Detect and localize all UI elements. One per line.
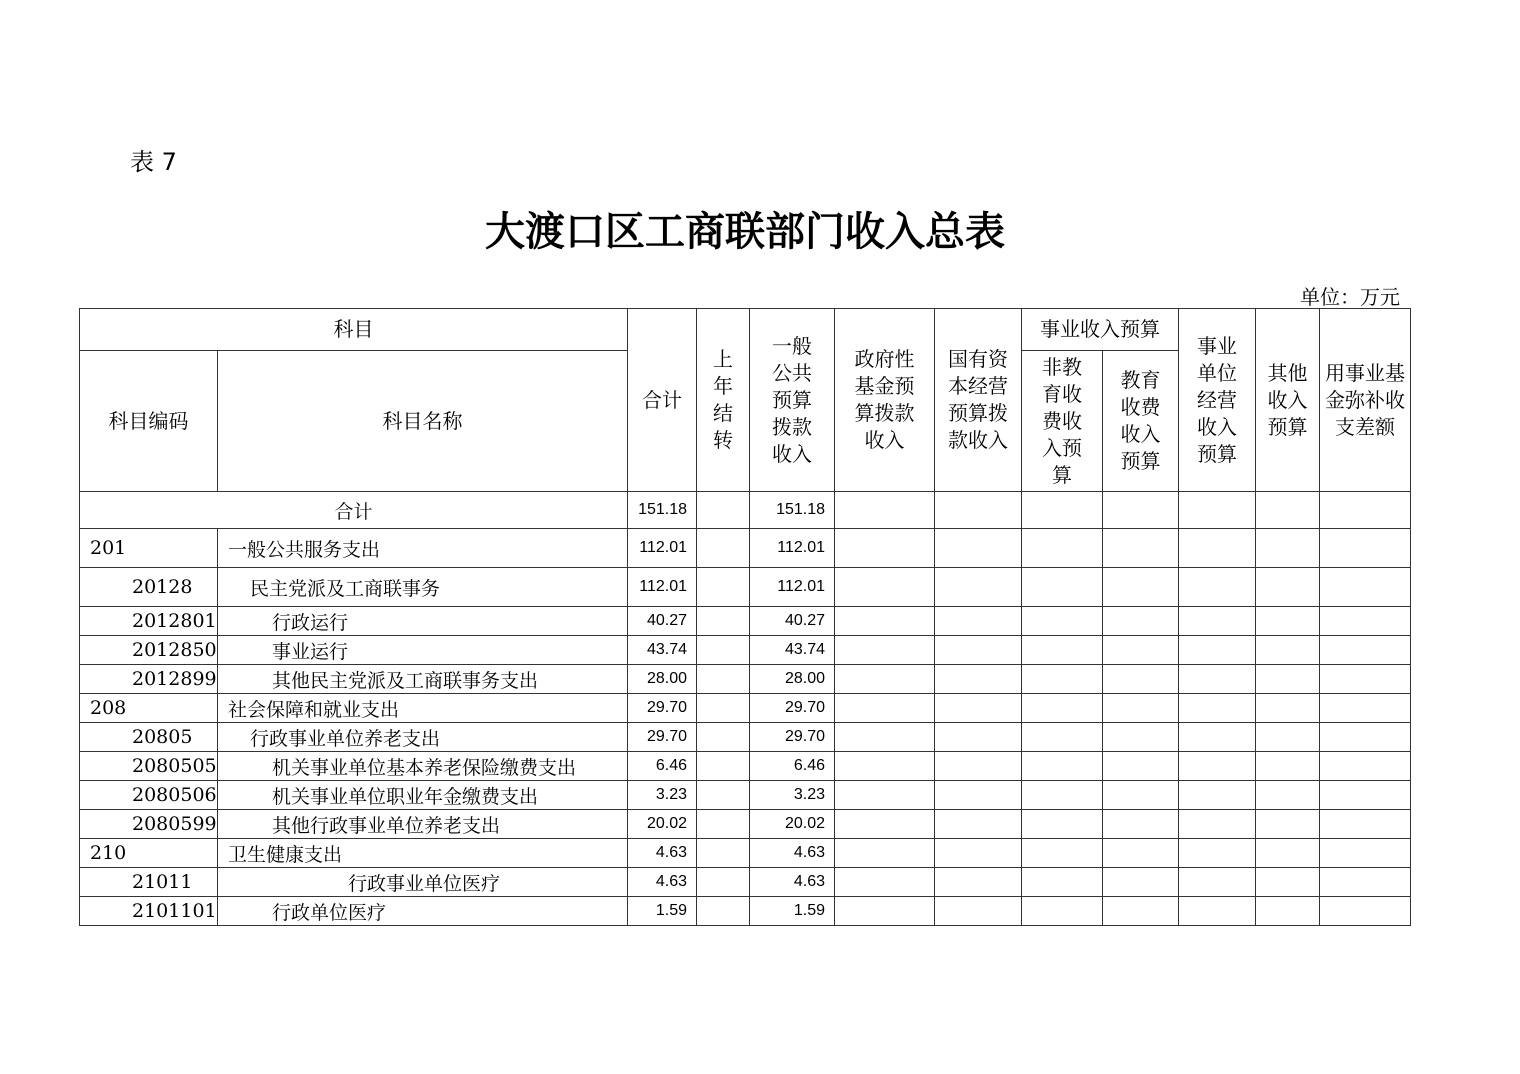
row-total: 6.46 bbox=[628, 752, 697, 781]
row-non-edu bbox=[1022, 897, 1103, 926]
row-name: 其他民主党派及工商联事务支出 bbox=[218, 665, 628, 694]
row-career-unit bbox=[1179, 810, 1256, 839]
row-carryover bbox=[697, 752, 750, 781]
row-career-unit bbox=[1179, 897, 1256, 926]
total-sum: 151.18 bbox=[628, 492, 697, 529]
row-name: 行政事业单位养老支出 bbox=[218, 723, 628, 752]
row-general: 29.70 bbox=[750, 694, 835, 723]
table-row bbox=[80, 752, 1411, 781]
row-total: 112.01 bbox=[628, 568, 697, 607]
row-other bbox=[1256, 636, 1320, 665]
row-gov-fund bbox=[835, 607, 935, 636]
row-total: 20.02 bbox=[628, 810, 697, 839]
table-row bbox=[80, 723, 1411, 752]
row-code: 210 bbox=[80, 839, 218, 868]
row-code: 20805 bbox=[80, 723, 218, 752]
row-carryover bbox=[697, 607, 750, 636]
row-career-unit bbox=[1179, 752, 1256, 781]
header-other: 其他收入预算 bbox=[1256, 309, 1320, 492]
total-row bbox=[80, 492, 1411, 529]
row-gov-fund bbox=[835, 810, 935, 839]
row-name: 民主党派及工商联事务 bbox=[218, 568, 628, 607]
row-general: 40.27 bbox=[750, 607, 835, 636]
row-name: 行政运行 bbox=[218, 607, 628, 636]
row-fund-offset bbox=[1320, 723, 1411, 752]
row-state-capital bbox=[935, 752, 1022, 781]
row-fund-offset bbox=[1320, 665, 1411, 694]
row-carryover bbox=[697, 636, 750, 665]
row-state-capital bbox=[935, 781, 1022, 810]
row-edu bbox=[1103, 694, 1179, 723]
row-gov-fund bbox=[835, 781, 935, 810]
row-edu bbox=[1103, 781, 1179, 810]
row-other bbox=[1256, 781, 1320, 810]
row-edu bbox=[1103, 839, 1179, 868]
row-carryover bbox=[697, 694, 750, 723]
row-other bbox=[1256, 723, 1320, 752]
row-edu bbox=[1103, 810, 1179, 839]
row-edu bbox=[1103, 723, 1179, 752]
row-state-capital bbox=[935, 897, 1022, 926]
table-row bbox=[80, 868, 1411, 897]
row-state-capital bbox=[935, 868, 1022, 897]
row-edu bbox=[1103, 529, 1179, 568]
header-career-group: 事业收入预算 bbox=[1022, 309, 1179, 351]
row-code: 2080599 bbox=[80, 810, 218, 839]
row-state-capital bbox=[935, 665, 1022, 694]
row-general: 112.01 bbox=[750, 568, 835, 607]
row-other bbox=[1256, 810, 1320, 839]
row-non-edu bbox=[1022, 810, 1103, 839]
row-fund-offset bbox=[1320, 897, 1411, 926]
header-fund-offset: 用事业基金弥补收支差额 bbox=[1320, 309, 1411, 492]
row-total: 4.63 bbox=[628, 868, 697, 897]
header-career-unit: 事业单位经营收入预算 bbox=[1179, 309, 1256, 492]
row-name: 行政事业单位医疗 bbox=[218, 868, 628, 897]
row-carryover bbox=[697, 665, 750, 694]
row-code: 2080505 bbox=[80, 752, 218, 781]
header-gov-fund: 政府性基金预算拨款收入 bbox=[835, 309, 935, 492]
row-non-edu bbox=[1022, 665, 1103, 694]
row-gov-fund bbox=[835, 694, 935, 723]
row-career-unit bbox=[1179, 636, 1256, 665]
row-carryover bbox=[697, 839, 750, 868]
table-row bbox=[80, 568, 1411, 607]
row-edu bbox=[1103, 607, 1179, 636]
row-fund-offset bbox=[1320, 839, 1411, 868]
row-fund-offset bbox=[1320, 568, 1411, 607]
row-name: 社会保障和就业支出 bbox=[218, 694, 628, 723]
row-fund-offset bbox=[1320, 529, 1411, 568]
row-state-capital bbox=[935, 723, 1022, 752]
header-subject: 科目 bbox=[80, 309, 628, 351]
row-code: 20128 bbox=[80, 568, 218, 607]
row-name: 机关事业单位基本养老保险缴费支出 bbox=[218, 752, 628, 781]
row-name: 卫生健康支出 bbox=[218, 839, 628, 868]
row-other bbox=[1256, 839, 1320, 868]
row-state-capital bbox=[935, 529, 1022, 568]
row-non-edu bbox=[1022, 868, 1103, 897]
row-state-capital bbox=[935, 607, 1022, 636]
row-non-edu bbox=[1022, 839, 1103, 868]
row-code: 2012850 bbox=[80, 636, 218, 665]
row-name: 行政单位医疗 bbox=[218, 897, 628, 926]
row-career-unit bbox=[1179, 694, 1256, 723]
total-label: 合计 bbox=[80, 492, 628, 529]
row-total: 29.70 bbox=[628, 723, 697, 752]
total-general: 151.18 bbox=[750, 492, 835, 529]
row-carryover bbox=[697, 529, 750, 568]
header-non-edu: 非教育收费收入预算 bbox=[1022, 351, 1103, 492]
row-fund-offset bbox=[1320, 810, 1411, 839]
row-other bbox=[1256, 665, 1320, 694]
row-code: 2012801 bbox=[80, 607, 218, 636]
row-fund-offset bbox=[1320, 636, 1411, 665]
row-gov-fund bbox=[835, 568, 935, 607]
row-general: 43.74 bbox=[750, 636, 835, 665]
row-other bbox=[1256, 529, 1320, 568]
row-career-unit bbox=[1179, 607, 1256, 636]
income-table bbox=[79, 308, 1411, 926]
row-edu bbox=[1103, 568, 1179, 607]
row-general: 4.63 bbox=[750, 839, 835, 868]
row-code: 2080506 bbox=[80, 781, 218, 810]
row-fund-offset bbox=[1320, 607, 1411, 636]
row-name: 其他行政事业单位养老支出 bbox=[218, 810, 628, 839]
row-code: 201 bbox=[80, 529, 218, 568]
row-non-edu bbox=[1022, 723, 1103, 752]
row-non-edu bbox=[1022, 636, 1103, 665]
table-row bbox=[80, 665, 1411, 694]
row-non-edu bbox=[1022, 694, 1103, 723]
table-row bbox=[80, 839, 1411, 868]
row-edu bbox=[1103, 636, 1179, 665]
row-career-unit bbox=[1179, 529, 1256, 568]
row-total: 112.01 bbox=[628, 529, 697, 568]
row-name: 事业运行 bbox=[218, 636, 628, 665]
row-edu bbox=[1103, 752, 1179, 781]
row-total: 1.59 bbox=[628, 897, 697, 926]
row-non-edu bbox=[1022, 752, 1103, 781]
row-carryover bbox=[697, 781, 750, 810]
row-non-edu bbox=[1022, 607, 1103, 636]
row-edu bbox=[1103, 665, 1179, 694]
row-fund-offset bbox=[1320, 868, 1411, 897]
row-gov-fund bbox=[835, 723, 935, 752]
row-total: 29.70 bbox=[628, 694, 697, 723]
row-career-unit bbox=[1179, 868, 1256, 897]
row-total: 40.27 bbox=[628, 607, 697, 636]
row-fund-offset bbox=[1320, 781, 1411, 810]
row-state-capital bbox=[935, 636, 1022, 665]
row-general: 3.23 bbox=[750, 781, 835, 810]
row-carryover bbox=[697, 723, 750, 752]
row-carryover bbox=[697, 897, 750, 926]
row-other bbox=[1256, 568, 1320, 607]
row-code: 208 bbox=[80, 694, 218, 723]
header-code: 科目编码 bbox=[80, 351, 218, 492]
row-name: 机关事业单位职业年金缴费支出 bbox=[218, 781, 628, 810]
row-general: 4.63 bbox=[750, 868, 835, 897]
row-gov-fund bbox=[835, 636, 935, 665]
row-general: 112.01 bbox=[750, 529, 835, 568]
row-general: 28.00 bbox=[750, 665, 835, 694]
row-general: 6.46 bbox=[750, 752, 835, 781]
row-carryover bbox=[697, 868, 750, 897]
row-career-unit bbox=[1179, 781, 1256, 810]
row-gov-fund bbox=[835, 752, 935, 781]
row-other bbox=[1256, 607, 1320, 636]
row-state-capital bbox=[935, 810, 1022, 839]
row-state-capital bbox=[935, 568, 1022, 607]
row-gov-fund bbox=[835, 868, 935, 897]
table-row bbox=[80, 529, 1411, 568]
row-career-unit bbox=[1179, 723, 1256, 752]
row-non-edu bbox=[1022, 529, 1103, 568]
header-name: 科目名称 bbox=[218, 351, 628, 492]
row-gov-fund bbox=[835, 897, 935, 926]
row-non-edu bbox=[1022, 781, 1103, 810]
page-title: 大渡口区工商联部门收入总表 bbox=[485, 208, 1005, 255]
row-general: 1.59 bbox=[750, 897, 835, 926]
row-career-unit bbox=[1179, 568, 1256, 607]
row-non-edu bbox=[1022, 568, 1103, 607]
row-edu bbox=[1103, 868, 1179, 897]
table-label: 表 7 bbox=[130, 148, 177, 176]
row-other bbox=[1256, 752, 1320, 781]
table-row bbox=[80, 607, 1411, 636]
row-state-capital bbox=[935, 694, 1022, 723]
header-state-capital: 国有资本经营预算拨款收入 bbox=[935, 309, 1022, 492]
row-code: 2101101 bbox=[80, 897, 218, 926]
row-gov-fund bbox=[835, 839, 935, 868]
table-row bbox=[80, 897, 1411, 926]
header-total: 合计 bbox=[628, 309, 697, 492]
row-fund-offset bbox=[1320, 694, 1411, 723]
row-other bbox=[1256, 694, 1320, 723]
row-other bbox=[1256, 897, 1320, 926]
header-edu: 教育收费收入预算 bbox=[1103, 351, 1179, 492]
row-code: 2012899 bbox=[80, 665, 218, 694]
table-row bbox=[80, 781, 1411, 810]
row-total: 4.63 bbox=[628, 839, 697, 868]
row-general: 20.02 bbox=[750, 810, 835, 839]
row-total: 3.23 bbox=[628, 781, 697, 810]
table-row bbox=[80, 694, 1411, 723]
row-career-unit bbox=[1179, 665, 1256, 694]
row-code: 21011 bbox=[80, 868, 218, 897]
row-fund-offset bbox=[1320, 752, 1411, 781]
table-row bbox=[80, 810, 1411, 839]
table-row bbox=[80, 636, 1411, 665]
row-gov-fund bbox=[835, 529, 935, 568]
row-name: 一般公共服务支出 bbox=[218, 529, 628, 568]
header-carryover: 上年结转 bbox=[697, 309, 750, 492]
row-total: 28.00 bbox=[628, 665, 697, 694]
row-carryover bbox=[697, 810, 750, 839]
row-state-capital bbox=[935, 839, 1022, 868]
row-career-unit bbox=[1179, 839, 1256, 868]
header-general-budget: 一般公共预算拨款收入 bbox=[750, 309, 835, 492]
row-edu bbox=[1103, 897, 1179, 926]
row-total: 43.74 bbox=[628, 636, 697, 665]
row-other bbox=[1256, 868, 1320, 897]
row-carryover bbox=[697, 568, 750, 607]
unit-label: 单位：万元 bbox=[1300, 285, 1400, 309]
row-gov-fund bbox=[835, 665, 935, 694]
row-general: 29.70 bbox=[750, 723, 835, 752]
